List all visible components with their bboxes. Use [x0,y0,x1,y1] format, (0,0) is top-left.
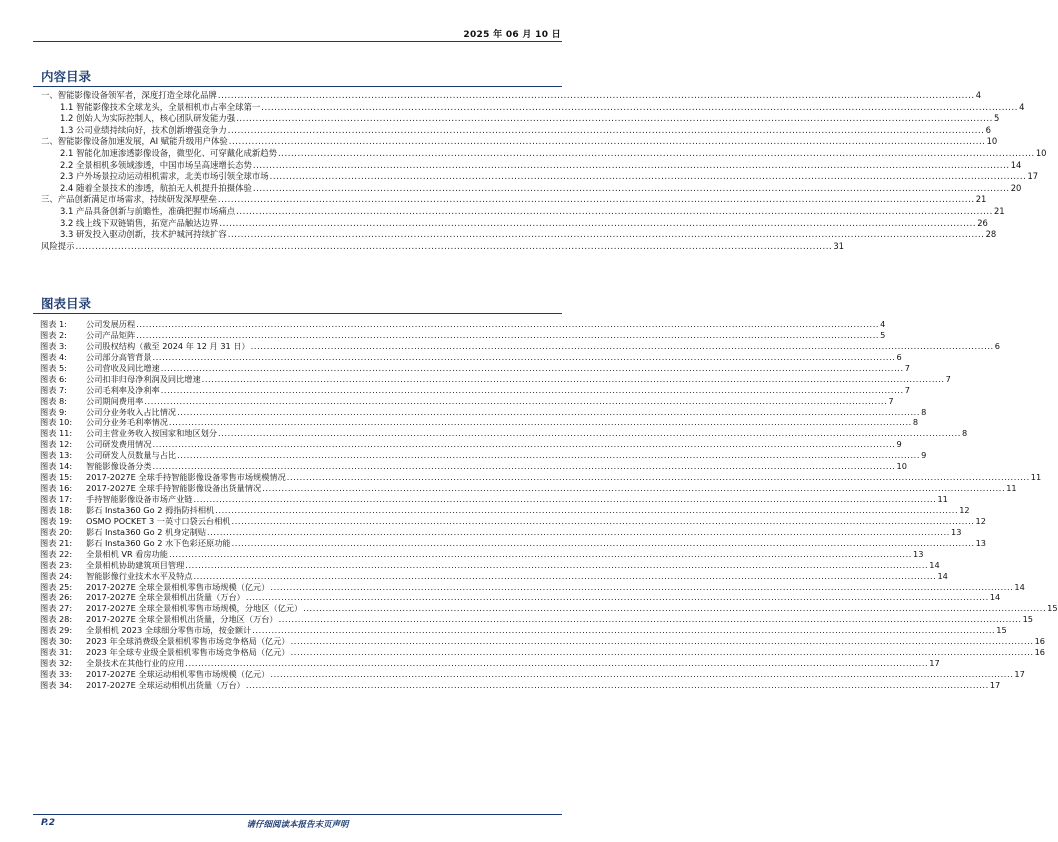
figure-entry-text [40,417,168,428]
figure-entry-text [40,582,269,593]
toc-entry-label: 2.2 全景相机多领域渗透，中国市场呈高速增长态势 [60,159,252,170]
dot-leader [252,625,995,636]
figure-entry[interactable] [40,559,940,571]
figure-entry-label: 公司发展历程 [86,319,136,329]
figure-entry-id: 图表 24: [40,570,73,581]
figure-entry-id: 图表 12: [40,439,73,450]
figure-entry-page: 6 [994,340,1000,351]
figure-entry-text [40,385,160,396]
figure-entry-id: 图表 27: [40,603,73,614]
figure-entry-text [40,592,245,603]
figure-entry[interactable] [40,592,1001,603]
figure-entry-text [40,625,251,636]
dot-leader [261,102,1018,114]
toc-entry-label: 2.4 随着全景技术的渗透，航拍无人机提升拍摄体验 [60,182,252,193]
toc-entry-label: 3.1 产品具备创新与前瞻性，准确把握市场痛点 [60,205,236,216]
figure-entry[interactable] [40,395,894,407]
figure-entry-label: 全景技术在其他行业的应用 [86,658,185,669]
figure-entry[interactable] [40,472,1042,483]
report-date: 2025 年 06 月 10 日 [463,30,561,40]
figure-entry-page: 4 [880,319,886,329]
dot-leader [291,636,1034,647]
toc-entry[interactable] [41,240,844,253]
figure-entry-label: 2017-2027E 全球手持智能影像设备出货量情况 [86,483,262,494]
dot-leader [218,428,961,439]
figure-entry-text [40,571,192,582]
figure-entry-page: 8 [912,417,919,428]
dot-leader [236,206,993,218]
figure-entry[interactable] [40,362,910,374]
figure-entry-page: 13 [951,526,962,537]
figure-entry-id: 图表 18: [40,504,73,515]
figure-entry-text [40,341,250,352]
toc-entry-page: 5 [993,113,1000,124]
dot-leader [193,571,936,582]
figure-entry-text [40,374,201,385]
contents-title: 内容目录 [41,69,92,84]
figure-entry[interactable] [40,669,1025,680]
toc-entry[interactable] [41,182,1022,195]
figure-entry-page: 14 [989,592,1001,603]
figure-entry-label: 手持智能影像设备市场产业链 [86,494,193,504]
figure-entry[interactable] [40,504,970,516]
figure-entry-label: 2017-2027E 全球全景相机零售市场规模（亿元） [86,581,270,592]
dot-leader [270,171,1027,183]
dot-leader [246,680,989,691]
dot-leader [185,560,928,571]
list-of-figures [40,319,1058,691]
figure-entry-label: 2023 年全球专业级全景相机零售市场竞争格局（亿元） [86,647,290,658]
figure-entry[interactable] [40,351,902,363]
dot-leader [228,125,985,137]
figure-entry-label: 公司研发费用情况 [86,439,152,450]
dot-leader [270,582,1013,593]
figure-entry-text [40,461,152,472]
figure-entry-text [40,538,231,549]
page-number: P.2 [41,818,55,828]
figure-entry-label: 公司扣非归母净利润及同比增速 [86,373,201,384]
toc-entry-label: 2.3 户外场景拉动运动相机需求，北美市场引领全球市场 [60,171,269,182]
toc-entry-page: 20 [1010,182,1022,193]
figure-entry[interactable] [40,417,919,428]
figure-entry-id: 图表 4: [40,351,67,362]
figure-entry-text [40,669,269,680]
figure-entry-page: 11 [1006,483,1017,494]
toc-entry-page: 26 [977,217,988,228]
figure-entry-text [40,363,160,374]
figure-entry[interactable] [40,614,1034,625]
dot-leader [278,148,1035,160]
figure-entry-label: 2017-2027E 全球手持智能影像设备零售市场规模情况 [86,472,286,483]
figure-entry[interactable] [40,406,927,418]
dot-leader [279,614,1022,625]
dot-leader [218,90,975,102]
dot-leader [270,669,1013,680]
toc-entry-page: 10 [1035,147,1047,158]
dot-leader [193,494,936,505]
figure-entry[interactable] [40,636,1045,647]
dot-leader [251,341,994,352]
figure-entry-label: 公司主营业务收入按国家和地区划分 [86,428,218,439]
figure-entry-page: 7 [888,395,894,406]
figure-entry-id: 图表 16: [40,483,73,494]
toc-entry-page: 17 [1027,171,1039,182]
figure-entry-label: 2017-2027E 全球全景相机出货量（万台） [86,592,245,603]
figure-entry[interactable] [40,679,1001,691]
figure-entry-id: 图表 10: [40,417,73,428]
figure-entry-id: 图表 34: [40,679,73,690]
toc-entry-page: 31 [833,240,844,251]
dot-leader [236,113,993,125]
figure-entry[interactable] [40,548,924,560]
dot-leader [76,241,833,253]
dot-leader [161,385,904,396]
dot-leader [136,319,879,330]
figure-entry-text [40,549,168,560]
figure-entry-label: 公司研发人员数量与占比 [86,450,177,461]
dot-leader [253,183,1010,195]
figure-entry-label: 公司产品矩阵 [86,329,136,340]
figure-entry[interactable] [40,373,951,385]
figure-entry-id: 图表 5: [40,362,67,373]
figure-entry-id: 图表 19: [40,515,73,526]
figure-entry[interactable] [40,603,1058,614]
figure-entry-label: 2017-2027E 全球运动相机出货量（万台） [86,679,245,690]
figure-entry-id: 图表 30: [40,636,73,647]
toc-entry[interactable] [41,205,1005,218]
figure-entry-page: 15 [996,625,1007,636]
toc-entry-label: 二、智能影像设备加速发展，AI 赋能升级用户体验 [41,136,228,147]
figure-entry-text [40,527,206,538]
figure-entry-id: 图表 9: [40,406,67,417]
dot-leader [177,450,920,461]
figure-entry-label: 公司毛利率及净利率 [86,384,160,395]
figure-entry-page: 14 [1014,581,1025,592]
toc-entry-label: 2.1 智能化加速渗透影像设备，微型化、可穿戴化成新趋势 [60,147,277,158]
figure-entry-id: 图表 25: [40,581,73,592]
figure-entry[interactable] [40,439,902,450]
figure-entry-text [40,428,217,439]
figure-entry[interactable] [40,461,907,472]
figure-entry-text [40,352,152,363]
toc-entry[interactable] [41,217,988,230]
figure-entry-text [40,330,135,341]
figure-entry[interactable] [40,428,968,439]
figure-entry-text [40,450,176,461]
figure-entry-label: OSMO POCKET 3 一英寸口袋云台相机 [86,515,231,526]
dot-leader [169,417,912,428]
figure-entry-page: 12 [959,504,970,515]
dot-leader [153,352,896,363]
figure-entry-label: 公司营收及同比增速 [86,362,160,373]
figure-entry-id: 图表 21: [40,537,73,548]
dot-leader [303,603,1046,614]
figure-entry-id: 图表 14: [40,461,73,472]
dot-leader [161,363,904,374]
toc-entry[interactable] [41,229,997,241]
figure-entry-text [40,614,278,625]
toc-entry[interactable] [41,194,987,206]
toc-entry-page: 28 [985,229,997,240]
figure-entry-page: 15 [1022,614,1034,625]
figure-entry-label: 影石 Insta360 Go 2 拇指防抖相机 [86,504,215,515]
figure-entry-label: 公司部分高管背景 [86,351,152,362]
figure-entry-page: 6 [896,351,902,362]
dot-leader [287,472,1030,483]
dot-leader [177,407,920,418]
toc-entry-label: 1.3 公司业绩持续向好，技术创新增强竞争力 [60,124,227,135]
figure-entry-text [40,494,192,505]
figure-entry[interactable] [40,384,910,396]
figure-entry-page: 16 [1034,647,1045,658]
dot-leader [153,461,896,472]
dot-leader [185,658,928,669]
figure-entry[interactable] [40,340,1000,352]
figure-entry-text [40,658,184,669]
toc-entry-page: 14 [1010,159,1022,170]
figure-entry-id: 图表 13: [40,450,73,461]
dot-leader [232,538,975,549]
toc-entry-label: 3.2 线上线下双链销售，拓宽产品触达边界 [60,217,219,228]
dot-leader [246,592,989,603]
dot-leader [153,439,896,450]
figure-entry-label: 智能影像行业技术水平及特点 [86,570,193,581]
toc-entry[interactable] [41,90,982,102]
figure-entry-page: 16 [1034,636,1045,647]
figure-entry-label: 全景相机 2023 全球细分零售市场，按金额计 [86,625,252,636]
dot-leader [228,229,985,241]
figure-entry-page: 17 [989,679,1001,690]
figure-entry-id: 图表 3: [40,340,67,351]
dot-leader [169,549,912,560]
figure-entry-id: 图表 20: [40,526,73,537]
figure-entry-label: 全景相机协助建筑项目管理 [86,559,185,570]
figure-entry[interactable] [40,581,1025,593]
toc-entry[interactable] [41,159,1022,172]
figure-entry-id: 图表 22: [40,548,73,559]
toc-entry-page: 10 [986,136,998,147]
toc-entry-page: 21 [975,194,987,205]
figure-entry[interactable] [40,319,886,330]
toc-entry-page: 4 [975,90,982,100]
figure-entry[interactable] [40,494,948,505]
dot-leader [215,505,958,516]
figure-entry-text [40,505,214,516]
figure-entry-id: 图表 26: [40,592,73,603]
figure-entry-text [40,439,152,450]
table-of-contents [41,90,1047,252]
toc-entry[interactable] [41,124,991,137]
toc-entry[interactable] [41,171,1039,183]
dot-leader [202,374,945,385]
figure-entry-page: 11 [937,494,948,504]
figure-entry-id: 图表 23: [40,559,73,570]
figure-entry[interactable] [40,570,948,582]
footer-disclaimer: 请仔细阅读本报告末页声明 [246,820,349,830]
dot-leader [232,516,975,527]
toc-entry-label: 1.2 创始人为实际控制人，核心团队研发能力强 [60,113,236,124]
dot-leader [253,160,1010,172]
figure-entry-text [40,319,135,330]
toc-entry-label: 一、智能影像设备领军者，深度打造全球化品牌 [41,90,217,100]
figure-entry-page: 14 [937,570,948,581]
dot-leader [219,218,976,230]
figure-entry[interactable] [40,537,986,549]
figure-entry-id: 图表 1: [40,319,67,329]
figure-entry-label: 2023 年全球消费级全景相机零售市场竞争格局（亿元） [86,636,290,647]
dot-leader [291,647,1034,658]
figure-entry-page: 15 [1047,603,1058,614]
figure-entry-label: 全景相机 VR 看房功能 [86,548,168,559]
toc-entry[interactable] [41,147,1047,160]
figure-entry-page: 13 [913,548,924,559]
figure-entry-page: 7 [904,384,910,395]
toc-entry-label: 3.3 研发投入驱动创新，技术护城河持续扩容 [60,229,227,240]
dot-leader [229,136,986,148]
toc-entry[interactable] [41,136,998,148]
toc-entry-page: 21 [993,205,1005,216]
figure-entry[interactable] [40,450,927,461]
dot-leader [207,527,950,538]
figure-entry-text [40,472,286,483]
figure-entry-text [40,407,176,418]
figure-entry[interactable] [40,515,986,527]
figure-entry-id: 图表 28: [40,614,73,625]
figure-entry-page: 17 [929,658,940,669]
figure-entry-page: 9 [896,439,902,450]
figure-entry-id: 图表 17: [40,494,73,504]
figure-entry-text [40,560,184,571]
footer-divider [33,814,562,815]
figure-entry-page: 7 [904,362,910,373]
dot-leader [218,194,975,206]
figure-entry-id: 图表 29: [40,625,73,636]
figure-entry-page: 13 [975,537,986,548]
figure-entry[interactable] [40,329,886,341]
figure-entry-id: 图表 11: [40,428,73,439]
figure-entry-page: 8 [921,406,927,417]
figure-entry-page: 7 [945,373,951,384]
header-divider [33,41,562,42]
figure-entry-page: 17 [1014,669,1025,679]
figure-entry-label: 公司分业务毛利率情况 [86,417,168,428]
figure-entry-id: 图表 7: [40,384,67,395]
figure-entry[interactable] [40,483,1017,494]
toc-entry[interactable] [41,101,1025,114]
figure-entry-id: 图表 2: [40,329,67,340]
figure-entry[interactable] [40,658,940,669]
figure-entry-page: 5 [880,329,886,340]
toc-entry[interactable] [41,113,1000,125]
figure-entry-id: 图表 32: [40,658,73,669]
figure-entry[interactable] [40,625,1007,636]
figure-entry-text [40,647,290,658]
toc-entry-page: 4 [1019,101,1025,112]
figure-entry-label: 2017-2027E 全球运动相机零售市场规模（亿元） [86,669,270,679]
figure-entry[interactable] [40,526,962,538]
figure-entry-label: 2017-2027E 全球全景相机出货量，分地区（万台） [86,614,278,625]
toc-entry-label: 三、产品创新满足市场需求，持续研发深厚壁垒 [41,194,217,205]
figure-entry-id: 图表 8: [40,395,67,406]
figures-title: 图表目录 [41,296,92,311]
figure-entry-text [40,636,290,647]
dot-leader [144,396,887,407]
figure-entry-page: 9 [921,450,927,461]
figures-title-divider [33,313,562,314]
figure-entry-label: 公司分业务收入占比情况 [86,406,177,417]
figure-entry-page: 12 [975,515,986,526]
figure-entry-id: 图表 6: [40,373,67,384]
dot-leader [262,483,1005,494]
figure-entry-id: 图表 15: [40,472,73,483]
figure-entry[interactable] [40,647,1045,658]
figure-entry-text [40,680,245,691]
figure-entry-label: 2017-2027E 全球全景相机零售市场规模，分地区（亿元） [86,603,303,614]
toc-entry-label: 风险提示 [41,240,75,251]
figure-entry-page: 11 [1030,472,1042,483]
toc-entry-label: 1.1 智能影像技术全球龙头，全景相机市占率全球第一 [60,101,261,112]
figure-entry-label: 影石 Insta360 Go 2 水下色彩还原功能 [86,537,231,548]
figure-entry-label: 影石 Insta360 Go 2 机身定制贴 [86,526,207,537]
figure-entry-text [40,483,261,494]
figure-entry-page: 8 [962,428,968,439]
figure-entry-text [40,603,302,614]
dot-leader [136,330,879,341]
contents-title-divider [33,86,562,87]
figure-entry-text [40,516,231,527]
toc-entry-page: 6 [985,124,991,135]
figure-entry-label: 公司期间费用率 [86,395,144,406]
figure-entry-page: 14 [929,559,940,570]
figure-entry-text [40,396,143,407]
figure-entry-page: 10 [896,461,907,472]
figure-entry-label: 公司股权结构（截至 2024 年 12 月 31 日） [86,340,250,351]
figure-entry-label: 智能影像设备分类 [86,461,152,472]
figure-entry-id: 图表 31: [40,647,73,658]
figure-entry-id: 图表 33: [40,669,73,679]
